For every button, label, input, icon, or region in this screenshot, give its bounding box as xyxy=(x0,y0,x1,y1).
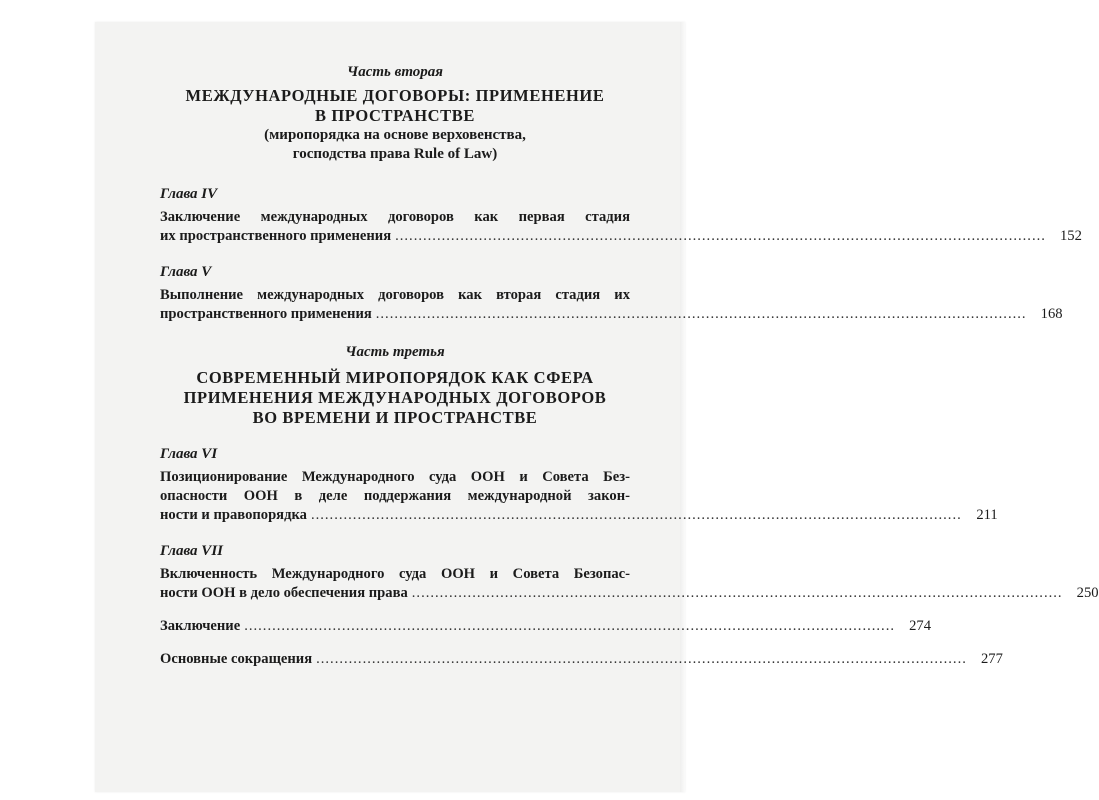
part3-label: Часть третья xyxy=(345,344,445,360)
part3-title-line: СОВРЕМЕННЫЙ МИРОПОРЯДОК КАК СФЕРА xyxy=(196,368,594,387)
abbreviations-line xyxy=(160,650,1003,669)
chapter6-entry xyxy=(160,468,998,525)
part2-subtitle-line: (миропорядка на основе верховенства, xyxy=(264,127,526,143)
conclusion-page-number: 274 xyxy=(909,618,931,634)
part2-label: Часть вторая xyxy=(346,64,444,80)
chapter7-title-line: ности ООН в дело обеспечения права xyxy=(160,585,408,601)
conclusion-entry xyxy=(160,617,931,636)
chapter5-title-line: Выполнение международных договоров как вторая стадия их xyxy=(160,287,630,303)
part3-title-line: ПРИМЕНЕНИЯ МЕЖДУНАРОДНЫХ ДОГОВОРОВ xyxy=(183,388,607,407)
chapter7-label: Глава VII xyxy=(160,543,223,559)
table-of-contents xyxy=(160,62,1099,669)
part2-subtitle xyxy=(160,126,630,164)
chapter7-title-line: Включенность Международного суда ООН и Совета Безопас- xyxy=(160,566,630,582)
dot-leader: ............................................................................................................................................ xyxy=(411,585,1063,601)
part2-subtitle-line: господства права Rule of Law) xyxy=(292,146,498,162)
conclusion-line xyxy=(160,617,931,636)
chapter4-entry xyxy=(160,208,1082,246)
chapter7-entry xyxy=(160,565,1099,603)
chapter5-title-line: пространственного применения xyxy=(160,306,372,322)
abbreviations-page-number: 277 xyxy=(980,651,1003,667)
part3-title xyxy=(160,368,630,428)
dot-leader: ............................................................................................................................................ xyxy=(375,306,1027,322)
chapter5-entry xyxy=(160,286,1063,324)
abbreviations-entry xyxy=(160,650,1003,669)
chapter5-label: Глава V xyxy=(160,264,212,280)
chapter6-label: Глава VI xyxy=(160,446,218,462)
chapter6-title-line: ности и правопорядка xyxy=(160,507,307,523)
part2-title xyxy=(160,86,630,126)
page-edge xyxy=(680,22,685,792)
chapter7-last-line xyxy=(160,584,1099,603)
dot-leader: ............................................................................................................................................ xyxy=(244,618,895,634)
dot-leader: ............................................................................................................................................ xyxy=(395,228,1046,244)
chapter6-title-line: Позиционирование Международного суда ООН и Совета Без- xyxy=(160,469,630,485)
conclusion-title: Заключение xyxy=(160,618,241,634)
chapter7-page-number: 250 xyxy=(1076,585,1099,601)
part2-title-line: МЕЖДУНАРОДНЫЕ ДОГОВОРЫ: ПРИМЕНЕНИЕ xyxy=(185,86,605,105)
abbreviations-title: Основные сокращения xyxy=(160,651,313,667)
chapter6-title-line: опасности ООН в деле поддержания международной закон- xyxy=(160,488,630,504)
chapter5-page-number: 168 xyxy=(1040,306,1063,322)
chapter4-label: Глава IV xyxy=(160,186,218,202)
chapter4-title-line: их пространственного применения xyxy=(160,228,392,244)
dot-leader: ............................................................................................................................................ xyxy=(316,651,967,667)
chapter6-last-line xyxy=(160,506,998,525)
part2-title-line: В ПРОСТРАНСТВЕ xyxy=(315,106,475,125)
part3-title-line: ВО ВРЕМЕНИ И ПРОСТРАНСТВЕ xyxy=(252,408,538,427)
chapter4-last-line xyxy=(160,227,1082,246)
chapter4-page-number: 152 xyxy=(1060,228,1082,244)
chapter6-page-number: 211 xyxy=(976,507,998,523)
dot-leader: ............................................................................................................................................ xyxy=(310,507,962,523)
chapter4-title-line: Заключение международных договоров как первая стадия xyxy=(160,209,630,225)
chapter5-last-line xyxy=(160,305,1063,324)
